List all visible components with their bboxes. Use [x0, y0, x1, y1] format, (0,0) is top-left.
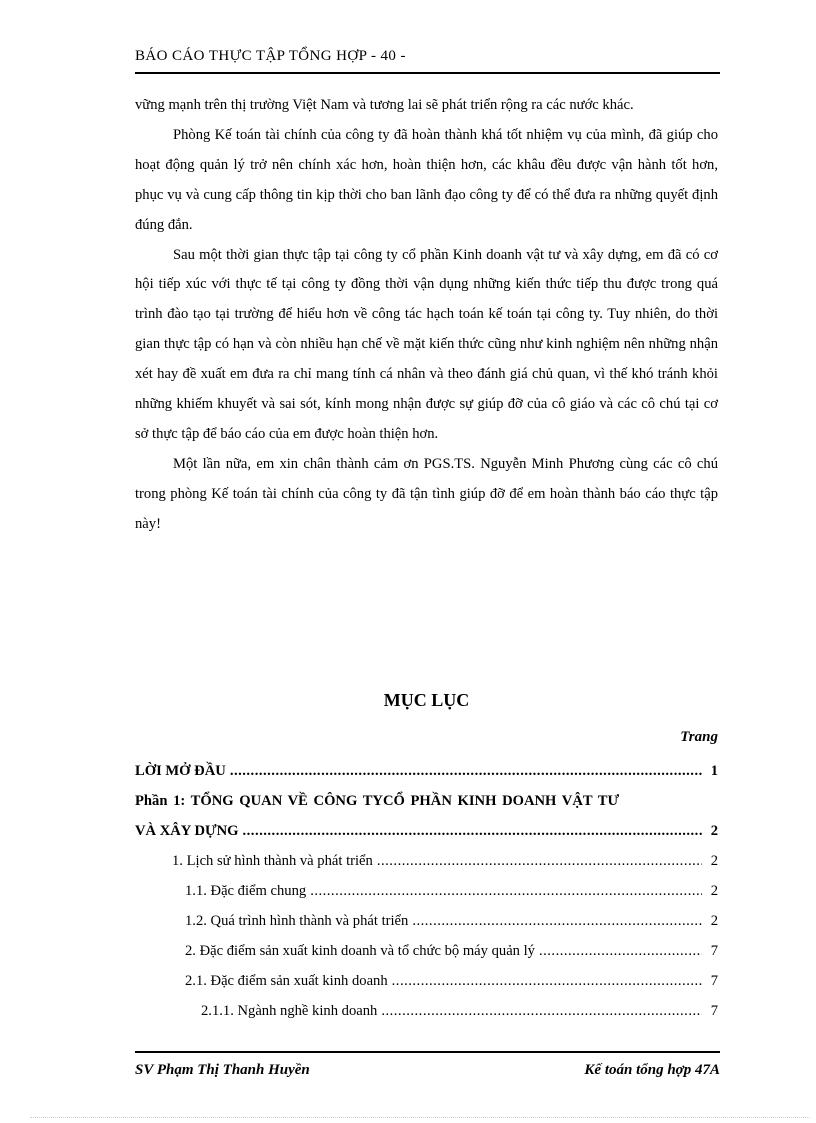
toc-entry-label-line1[interactable]: Phần 1: TỔNG QUAN VỀ CÔNG TYCỔ PHẦN KINH DOANH VẬT TƯ	[135, 793, 620, 809]
toc-page-header: Trang	[680, 729, 718, 745]
table-of-contents	[135, 756, 718, 1026]
toc-title: MỤC LỤC	[383, 690, 470, 710]
page-footer	[135, 1051, 720, 1079]
toc-entry-label: LỜI MỞ ĐẦU	[135, 763, 226, 779]
toc-entry[interactable]	[135, 966, 718, 996]
toc-leader-dots	[310, 876, 702, 906]
toc-entry-page: 2	[710, 883, 718, 899]
toc-leader-dots	[243, 816, 703, 846]
toc-entry-page: 7	[710, 973, 718, 989]
toc-entry-page: 2	[710, 913, 718, 929]
toc-entry[interactable]	[135, 996, 718, 1026]
header-title: BÁO CÁO THỰC TẬP TỔNG HỢP	[135, 48, 367, 64]
toc-leader-dots	[392, 966, 702, 996]
paragraph: Sau một thời gian thực tập tại công ty cổ phần Kinh doanh vật tư và xây dựng, em đã có cơ hội tiếp xúc với thực tế tại công ty đồng thời vận dụng những kiến thức tiếp thu được trong quá trình đào tạo tại trường để hiểu hơn về công tác hạch toán kế toán tại công ty. Tuy nhiên, do thời gian thực tập có hạn và còn nhiều hạn chế về mặt kiến thức cũng như kinh nghiệm nên những nhận xét hay đề xuất em đưa ra chỉ mang tính cá nhân và theo đánh giá chủ quan, vì thế khó tránh khỏi những khiếm khuyết và sai sót, kính mong nhận được sự giúp đỡ của cô giáo và các cô chú tại cơ sở thực tập để báo cáo của em được hoàn thiện hơn.	[135, 246, 718, 442]
toc-entry-page: 2	[710, 823, 718, 839]
header-page-number: - 40 -	[366, 48, 406, 64]
report-body	[135, 91, 718, 540]
toc-entry-label: 2. Đặc điểm sản xuất kinh doanh và tổ chức bộ máy quản lý	[185, 943, 535, 959]
toc-entry-label: VÀ XÂY DỰNG	[135, 823, 239, 839]
toc-entry[interactable]	[135, 816, 718, 846]
toc-leader-dots	[412, 906, 702, 936]
toc-entry[interactable]	[135, 936, 718, 966]
toc-entry-label: 2.1. Đặc điểm sản xuất kinh doanh	[185, 973, 388, 989]
toc-leader-dots	[230, 756, 702, 786]
footer-class: Kế toán tổng hợp 47A	[584, 1062, 720, 1078]
toc-entry-label: 1. Lịch sử hình thành và phát triển	[172, 853, 373, 869]
toc-leader-dots	[377, 846, 702, 876]
toc-entry-page: 7	[710, 1003, 718, 1019]
toc-entry-label: 1.2. Quá trình hình thành và phát triển	[185, 913, 409, 929]
toc-entry[interactable]	[135, 906, 718, 936]
toc-entry-page: 1	[710, 763, 718, 779]
toc-entry[interactable]	[135, 876, 718, 906]
toc-entry-page: 2	[710, 853, 718, 869]
footer-student-name: SV Phạm Thị Thanh Huyền	[135, 1062, 310, 1078]
page-bottom-divider	[30, 1117, 810, 1118]
toc-leader-dots	[539, 936, 702, 966]
toc-entry-page: 7	[710, 943, 718, 959]
toc-entry[interactable]	[135, 846, 718, 876]
paragraph: Một lần nữa, em xin chân thành cảm ơn PGS.TS. Nguyễn Minh Phương cùng các cô chú trong phòng Kế toán tài chính của công ty đã tận tình giúp đỡ để em hoàn thành báo cáo thực tập này!	[135, 455, 718, 532]
toc-entry[interactable]	[135, 756, 718, 786]
page-header	[135, 48, 720, 74]
paragraph: Phòng Kế toán tài chính của công ty đã hoàn thành khá tốt nhiệm vụ của mình, đã giúp cho hoạt động quản lý trở nên chính xác hơn, hoàn thiện hơn, các khâu đều được vận hành tốt hơn, phục vụ và cung cấp thông tin kịp thời cho ban lãnh đạo công ty để có thể đưa ra những quyết định đúng đắn.	[135, 126, 718, 233]
paragraph: vững mạnh trên thị trường Việt Nam và tương lai sẽ phát triển rộng ra các nước khác.	[135, 97, 634, 113]
toc-leader-dots	[381, 996, 702, 1026]
toc-entry-label: 2.1.1. Ngành nghề kinh doanh	[201, 1003, 378, 1019]
toc-entry-label: 1.1. Đặc điểm chung	[185, 883, 307, 899]
